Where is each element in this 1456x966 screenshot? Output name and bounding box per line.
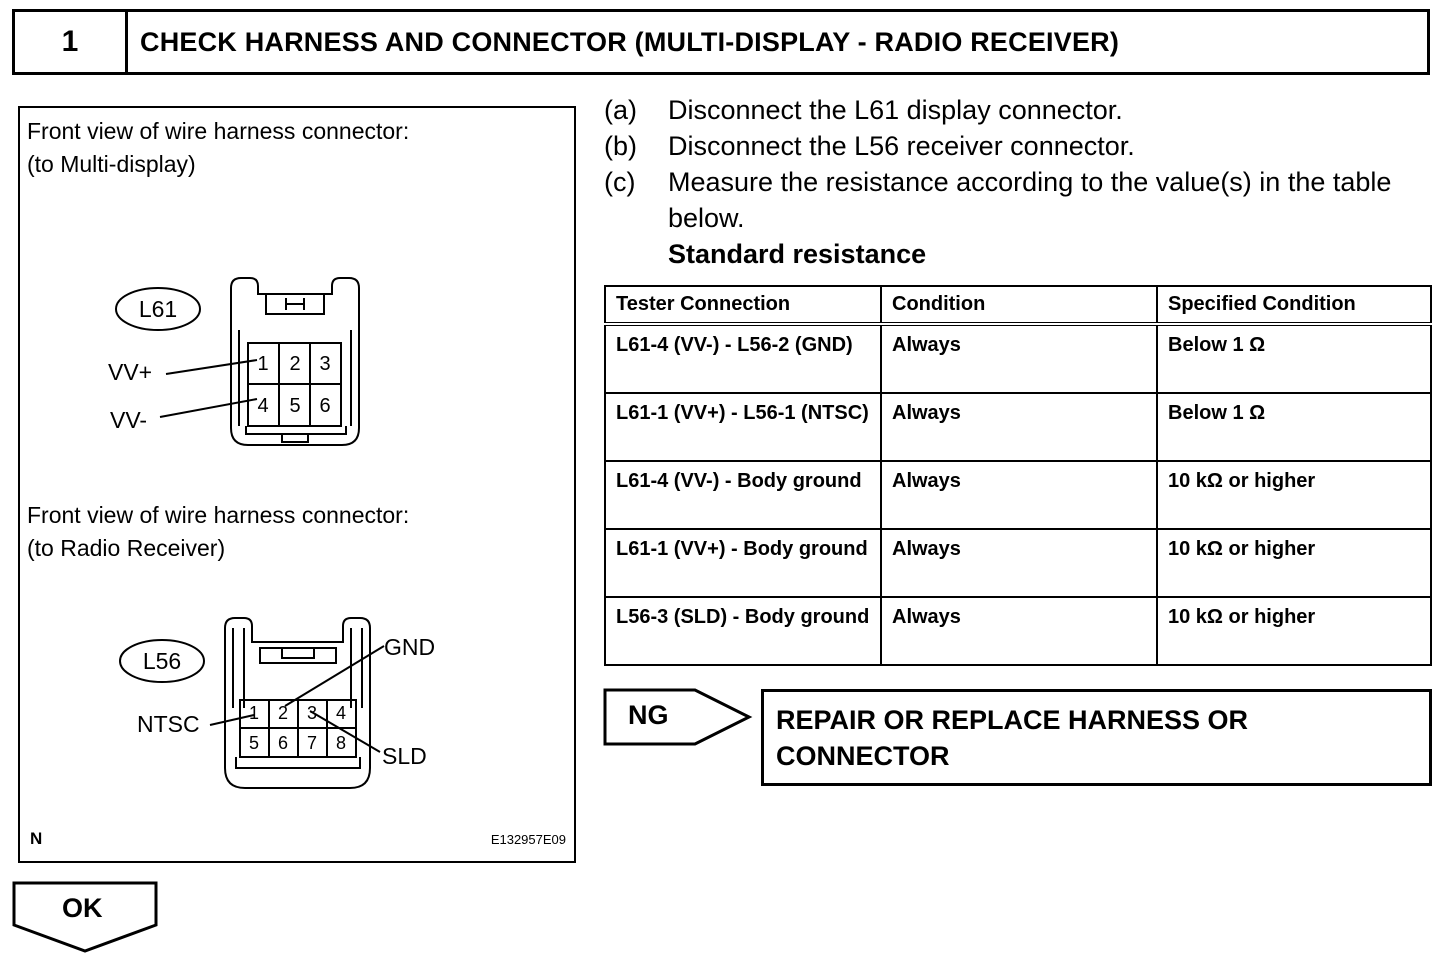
table-header-row bbox=[605, 286, 1431, 324]
connector-figure bbox=[18, 106, 576, 863]
table-row bbox=[605, 597, 1431, 665]
table-cell: L56-3 (SLD) - Body ground bbox=[605, 597, 881, 665]
step-letter: (b) bbox=[604, 131, 637, 161]
ng-arrow-icon bbox=[603, 686, 753, 748]
table-cell: L61-4 (VV-) - L56-2 (GND) bbox=[605, 324, 881, 393]
table-cell: Below 1 Ω bbox=[1157, 393, 1431, 461]
table-cell: Always bbox=[881, 529, 1157, 597]
vv-minus-leader bbox=[160, 399, 257, 417]
caption-line: Front view of wire harness connector: bbox=[27, 502, 410, 528]
table-cell: 10 kΩ or higher bbox=[1157, 529, 1431, 597]
table-row bbox=[605, 461, 1431, 529]
figure-corner-mark: N bbox=[30, 829, 43, 848]
connector-diagram bbox=[20, 108, 574, 861]
column-header: Specified Condition bbox=[1157, 286, 1431, 324]
step-text: Disconnect the L56 receiver connector. bbox=[668, 131, 1135, 161]
l61-pin-3: 3 bbox=[319, 353, 331, 375]
gnd-label: GND bbox=[384, 634, 436, 660]
table-cell: L61-4 (VV-) - Body ground bbox=[605, 461, 881, 529]
figure-reference-code: E132957E09 bbox=[490, 832, 566, 847]
ng-action-box bbox=[761, 689, 1432, 786]
vv-plus-label: VV+ bbox=[108, 359, 153, 385]
table-cell: 10 kΩ or higher bbox=[1157, 461, 1431, 529]
table-cell: L61-1 (VV+) - L56-1 (NTSC) bbox=[605, 393, 881, 461]
l56-pin-5: 5 bbox=[248, 733, 260, 753]
l56-pin-1: 1 bbox=[248, 703, 260, 723]
step-item bbox=[604, 164, 1434, 236]
vv-plus-leader bbox=[166, 360, 257, 374]
step-number: 1 bbox=[15, 12, 128, 72]
table-cell: Below 1 Ω bbox=[1157, 324, 1431, 393]
step-header bbox=[12, 9, 1430, 75]
step-title: CHECK HARNESS AND CONNECTOR (MULTI-DISPLAY - RADIO RECEIVER) bbox=[140, 26, 1120, 57]
l56-pin-3: 3 bbox=[306, 703, 318, 723]
step-text: Disconnect the L61 display connector. bbox=[668, 95, 1123, 125]
l56-pin-2: 2 bbox=[277, 703, 289, 723]
l61-pin-6: 6 bbox=[319, 395, 331, 417]
table-cell: Always bbox=[881, 461, 1157, 529]
l61-pin-5: 5 bbox=[289, 395, 301, 417]
step-letter: (c) bbox=[604, 167, 636, 197]
caption-line: (to Multi-display) bbox=[27, 151, 196, 177]
step-text: Measure the resistance according to the value(s) in the table below. bbox=[668, 167, 1392, 233]
step-item bbox=[604, 92, 1434, 128]
l61-pin-1: 1 bbox=[257, 353, 269, 375]
l56-pin-8: 8 bbox=[335, 733, 347, 753]
ng-label: NG bbox=[628, 700, 669, 730]
ng-action-line: REPAIR OR REPLACE HARNESS OR bbox=[776, 705, 1249, 735]
l56-latch bbox=[260, 648, 336, 663]
ng-action-line: CONNECTOR bbox=[776, 741, 950, 771]
step-letter: (a) bbox=[604, 95, 637, 125]
standard-resistance-label: Standard resistance bbox=[668, 239, 927, 269]
table-row bbox=[605, 324, 1431, 393]
column-header: Tester Connection bbox=[605, 286, 881, 324]
column-header: Condition bbox=[881, 286, 1157, 324]
table-row bbox=[605, 529, 1431, 597]
l61-pin-4: 4 bbox=[257, 395, 269, 417]
l61-id: L61 bbox=[138, 296, 178, 322]
caption-multi-display bbox=[27, 115, 409, 181]
procedure-steps bbox=[604, 92, 1434, 272]
ntsc-label: NTSC bbox=[137, 711, 200, 737]
l56-id: L56 bbox=[142, 648, 182, 674]
step-item bbox=[604, 128, 1434, 164]
table-cell: Always bbox=[881, 393, 1157, 461]
l56-pin-4: 4 bbox=[335, 703, 347, 723]
ok-label: OK bbox=[62, 893, 103, 923]
vv-minus-label: VV- bbox=[110, 407, 148, 433]
l56-pin-6: 6 bbox=[277, 733, 289, 753]
table-cell: Always bbox=[881, 597, 1157, 665]
l56-pin-7: 7 bbox=[306, 733, 318, 753]
table-cell: 10 kΩ or higher bbox=[1157, 597, 1431, 665]
l61-latch bbox=[266, 294, 324, 314]
caption-line: (to Radio Receiver) bbox=[27, 535, 226, 561]
caption-radio-receiver bbox=[27, 499, 409, 565]
table-cell: Always bbox=[881, 324, 1157, 393]
ntsc-leader bbox=[210, 715, 254, 725]
l61-pin-2: 2 bbox=[289, 353, 301, 375]
sld-label: SLD bbox=[382, 743, 427, 769]
table-row bbox=[605, 393, 1431, 461]
caption-line: Front view of wire harness connector: bbox=[27, 118, 410, 144]
resistance-table bbox=[604, 285, 1432, 666]
table-cell: L61-1 (VV+) - Body ground bbox=[605, 529, 881, 597]
